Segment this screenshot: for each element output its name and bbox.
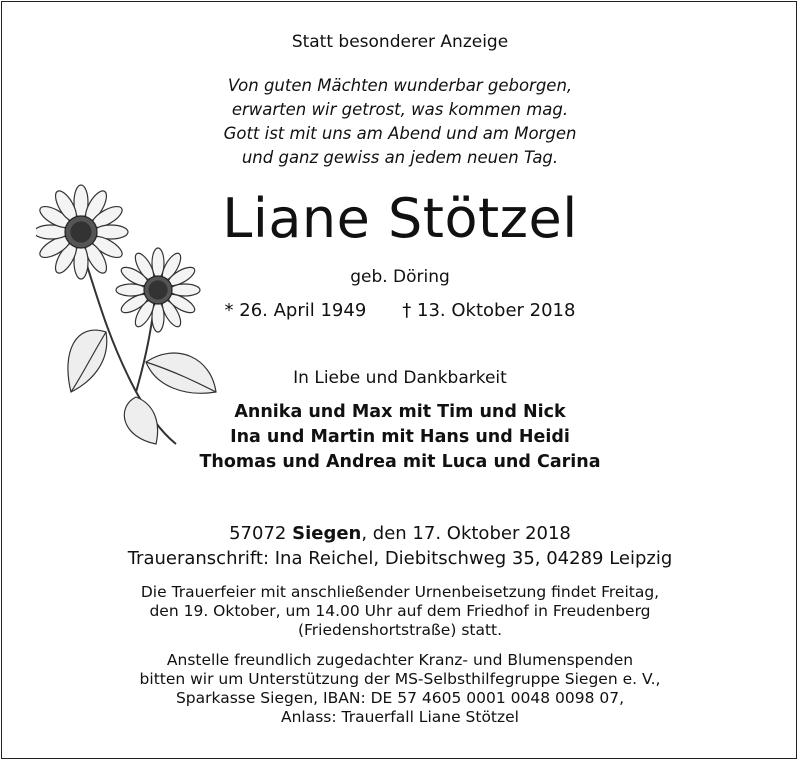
dedication: In Liebe und Dankbarkeit [293, 368, 507, 388]
notice-header: Statt besonderer Anzeige [291, 32, 509, 52]
death-date: † 13. Oktober 2018 [402, 300, 576, 321]
mourning-address: Traueranschrift: Ina Reichel, Diebitschweg 35, 04289 Leipzig [127, 548, 673, 569]
verse-line: Von guten Mächten wunderbar geborgen, [227, 76, 573, 95]
place-date-text: , den 17. Oktober 2018 [361, 523, 571, 544]
verse-line: Gott ist mit uns am Abend und am Morgen [223, 124, 577, 143]
verse-line: erwarten wir getrost, was kommen mag. [231, 100, 569, 119]
family-line: Thomas und Andrea mit Luca und Carina [199, 452, 601, 472]
birth-date: * 26. April 1949 [224, 300, 367, 321]
donation-line: Sparkasse Siegen, IBAN: DE 57 4605 0001 0048 0098 07, [175, 689, 625, 707]
place-date [0, 523, 800, 544]
birth-name: geb. Döring [350, 267, 450, 287]
donation-line: Anlass: Trauerfall Liane Stötzel [280, 708, 519, 726]
ceremony-line: (Friedenshortstraße) statt. [297, 621, 503, 639]
family-line: Ina und Martin mit Hans und Heidi [230, 427, 570, 447]
donation-line: bitten wir um Unterstützung der MS-Selbsthilfegruppe Siegen e. V., [139, 670, 661, 688]
ceremony-line: den 19. Oktober, um 14.00 Uhr auf dem Friedhof in Freudenberg [149, 602, 651, 620]
life-dates [0, 300, 800, 321]
place-city: Siegen [292, 523, 362, 544]
donation-line: Anstelle freundlich zugedachter Kranz- und Blumenspenden [166, 651, 634, 669]
verse-line: und ganz gewiss an jedem neuen Tag. [241, 148, 559, 167]
place-zip: 57072 [229, 523, 287, 544]
family-line: Annika und Max mit Tim und Nick [234, 402, 566, 422]
ceremony-line: Die Trauerfeier mit anschließender Urnenbeisetzung findet Freitag, [140, 583, 660, 601]
deceased-name: Liane Stötzel [222, 187, 578, 250]
